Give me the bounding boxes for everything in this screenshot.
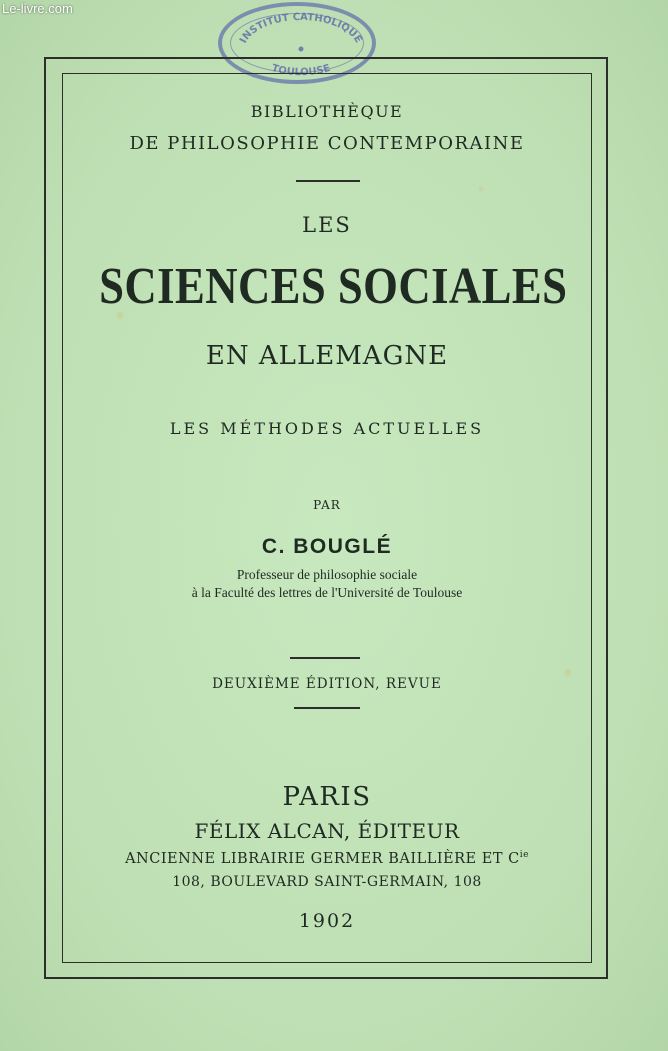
title-article: LES [302,213,352,237]
title-sub: EN ALLEMAGNE [205,341,449,371]
series-line-1: BIBLIOTHÈQUE [250,102,404,121]
imprint-address-line-1 [62,850,592,867]
stamp-top-text: INSTITUT CATHOLIQUE [238,11,364,46]
publication-year: 1902 [298,910,356,932]
author-affiliation-line-1: Professeur de philosophie sociale [236,567,418,582]
main-title: SCIENCES SOCIALES [99,258,568,315]
series-line-2: DE PHILOSOPHIE CONTEMPORAINE [129,133,525,154]
edition-rule-bottom [294,707,360,709]
svg-text:INSTITUT CATHOLIQUE [238,12,364,45]
imprint-city: PARIS [282,782,372,812]
divider-rule [296,180,360,182]
by-label: PAR [313,498,341,512]
imprint-address-superscript: ie [519,850,529,860]
watermark-text: Le-livre.com [2,1,73,16]
author-affiliation-line-2: à la Faculté des lettres de l'Université de Toulouse [191,585,463,600]
subtitle: LES MÉTHODES ACTUELLES [169,419,485,438]
imprint-publisher: FÉLIX ALCAN, ÉDITEUR [194,819,460,843]
edition-rule-top [290,657,360,659]
edition-statement: DEUXIÈME ÉDITION, REVUE [212,676,442,692]
imprint-address-line-2: 108, BOULEVARD SAINT-GERMAIN, 108 [172,874,482,890]
author-name: C. BOUGLÉ [261,535,393,558]
imprint-address-line-1-text: ANCIENNE LIBRAIRIE GERMER BAILLIÈRE ET C [125,850,520,867]
stamp-bottom-text: TOULOUSE [270,62,332,79]
